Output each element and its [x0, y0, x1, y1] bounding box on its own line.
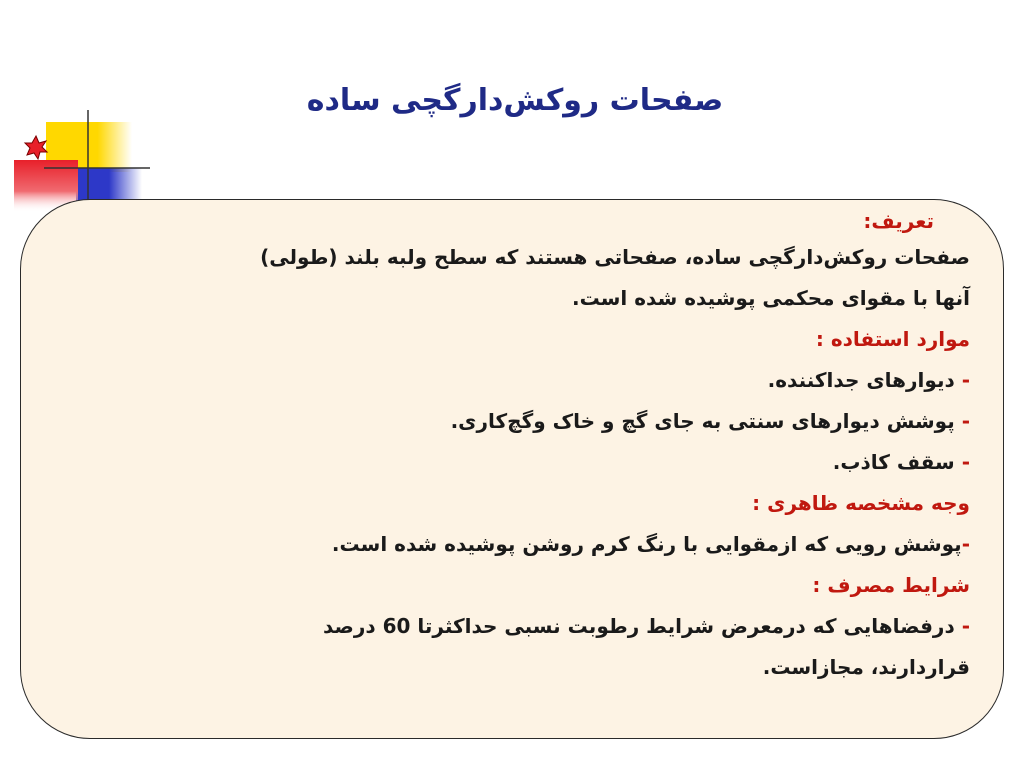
bullet-dash: - — [961, 614, 970, 638]
definition-heading: تعریف: — [863, 209, 934, 233]
definition-line-1: صفحات روکش‌دارگچی ساده، صفحاتی هستند که سطح ولبه بلند (طولی) — [260, 245, 970, 269]
appearance-heading: وجه مشخصه ظاهری : — [752, 491, 970, 515]
conditions-item-1-text: درفضاهایی که درمعرض شرایط رطوبت نسبی حداکثرتا 60 درصد — [322, 614, 955, 638]
bullet-dash: - — [961, 368, 970, 392]
uses-heading: موارد استفاده : — [815, 327, 970, 351]
appearance-item-1-text: پوشش رویی که ازمقوایی با رنگ کرم روشن پوشیده شده است. — [331, 532, 962, 556]
appearance-item-1 — [230, 524, 970, 565]
red-star-icon — [25, 136, 47, 159]
uses-item-2 — [230, 401, 970, 442]
conditions-item-1 — [230, 606, 970, 647]
uses-item-3-text: سقف کاذب. — [832, 450, 955, 474]
content-text — [230, 205, 970, 688]
uses-item-1 — [230, 360, 970, 401]
conditions-item-1-cont: قراردارند، مجازاست. — [762, 655, 970, 679]
definition-line-2: آنها با مقوای محکمی پوشیده شده است. — [571, 286, 970, 310]
bullet-dash: - — [961, 409, 970, 433]
uses-item-2-text: پوشش دیوارهای سنتی به جای گچ و خاک وگچ‌کاری. — [450, 409, 955, 433]
uses-item-1-text: دیوارهای جداکننده. — [767, 368, 955, 392]
bullet-dash: - — [961, 532, 970, 556]
conditions-heading: شرایط مصرف : — [812, 573, 970, 597]
slide-title: صفحات روکش‌دارگچی ساده — [306, 83, 724, 118]
bullet-dash: - — [961, 450, 970, 474]
uses-item-3 — [230, 442, 970, 483]
